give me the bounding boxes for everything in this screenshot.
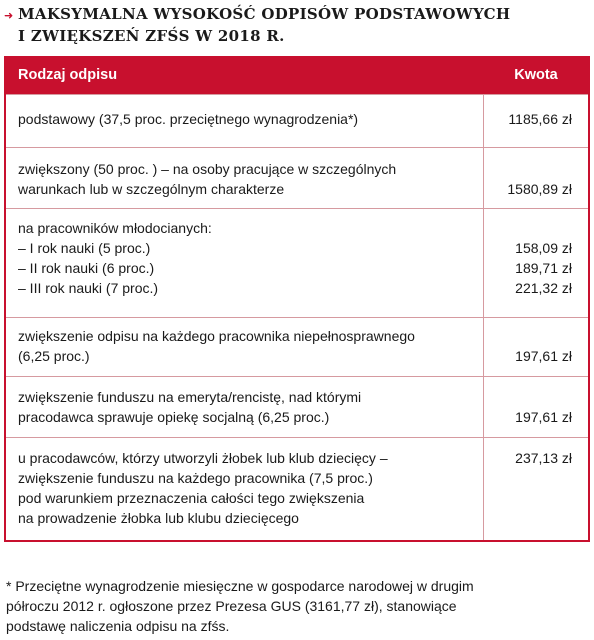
header-type: Rodzaj odpisu — [18, 67, 118, 83]
description-line: podstawowy (37,5 proc. przeciętnego wynagrodzenia*) — [18, 111, 359, 127]
row-description — [6, 95, 484, 147]
description-line: pod warunkiem przeznaczenia całości tego zwiększenia — [18, 490, 365, 506]
row-description — [6, 209, 484, 317]
row-amount — [484, 148, 588, 208]
row-amount — [484, 95, 588, 147]
description-line: – II rok nauki (6 proc.) — [18, 260, 155, 276]
table-row — [6, 147, 588, 208]
table-row — [6, 94, 588, 147]
arrow-right-icon: ➜ — [4, 9, 14, 22]
table-row — [6, 208, 588, 317]
footnote-line: półroczu 2012 r. ogłoszone przez Prezesa GUS (3161,77 zł), stanowiące — [6, 598, 457, 614]
footnote — [6, 576, 588, 636]
row-description — [6, 377, 484, 437]
description-line: u pracodawców, którzy utworzyli żłobek lub klub dziecięcy – — [18, 450, 388, 466]
table-row — [6, 317, 588, 376]
row-amount — [484, 209, 588, 317]
description-line: zwiększenie funduszu na każdego pracownika (7,5 proc.) — [18, 470, 373, 486]
footnote-line: * Przeciętne wynagrodzenie miesięczne w gospodarce narodowej w drugim — [6, 578, 474, 594]
header-amount: Kwota — [514, 67, 558, 83]
table-row — [6, 437, 588, 540]
row-amount — [484, 438, 588, 540]
amount-value: 237,13 zł — [515, 450, 572, 466]
row-description — [6, 318, 484, 376]
row-description — [6, 148, 484, 208]
amount-value: 197,61 zł — [515, 348, 572, 364]
table-row — [6, 376, 588, 437]
description-line: pracodawca sprawuje opiekę socjalną (6,25 proc.) — [18, 409, 330, 425]
description-line: zwiększenie funduszu na emeryta/rencistę, nad którymi — [18, 389, 362, 405]
title-line-2: I ZWIĘKSZEŃ ZFŚS W 2018 R. — [18, 27, 285, 45]
description-line: – III rok nauki (7 proc.) — [18, 280, 159, 296]
description-line: (6,25 proc.) — [18, 348, 90, 364]
amount-value: 158,09 zł — [515, 240, 572, 256]
amount-value: 221,32 zł — [515, 280, 572, 296]
row-description — [6, 438, 484, 540]
allowance-table — [4, 56, 590, 542]
row-amount — [484, 377, 588, 437]
description-line: zwiększenie odpisu na każdego pracownika niepełnosprawnego — [18, 328, 415, 344]
title-line-1: MAKSYMALNA WYSOKOŚĆ ODPISÓW PODSTAWOWYCH — [18, 5, 511, 23]
description-line: na pracowników młodocianych: — [18, 220, 212, 236]
row-amount — [484, 318, 588, 376]
amount-value: 1580,89 zł — [507, 181, 572, 197]
description-line: warunkach lub w szczególnym charakterze — [18, 181, 285, 197]
amount-value: 197,61 zł — [515, 409, 572, 425]
amount-value: 189,71 zł — [515, 260, 572, 276]
description-line: – I rok nauki (5 proc.) — [18, 240, 151, 256]
amount-value: 1185,66 zł — [508, 111, 572, 127]
description-line: na prowadzenie żłobka lub klubu dziecięcego — [18, 510, 299, 526]
table-header — [6, 56, 588, 94]
description-line: zwiększony (50 proc. ) – na osoby pracujące w szczególnych — [18, 161, 397, 177]
page-title — [4, 4, 590, 47]
footnote-line: podstawę naliczenia odpisu na zfśs. — [6, 618, 230, 634]
